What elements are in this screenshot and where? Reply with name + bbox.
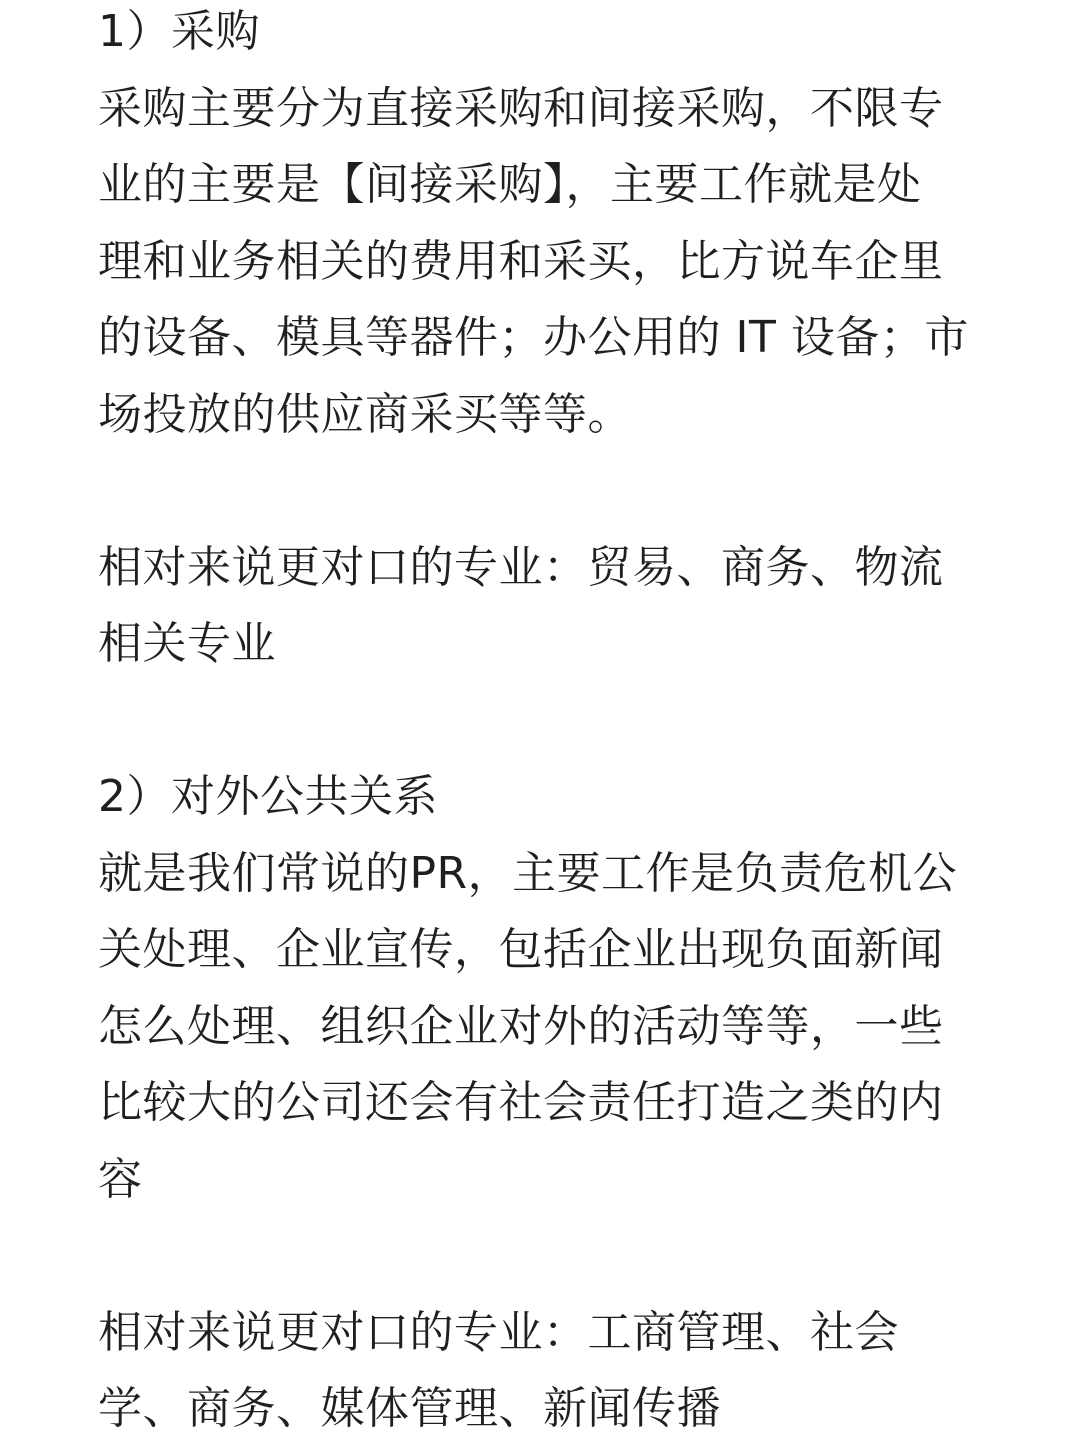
paragraph-line: 关处理、企业宣传，包括企业出现负面新闻 [98, 924, 944, 975]
spacer [98, 453, 998, 530]
majors-line: 相关专业 [98, 618, 276, 669]
procurement-paragraph [98, 71, 998, 454]
paragraph-line: 场投放的供应商采买等等。 [98, 388, 632, 440]
procurement-majors [98, 530, 998, 683]
paragraph-line: 怎么处理、组织企业对外的活动等等，一些 [98, 1000, 944, 1052]
public-relations-paragraph [98, 836, 998, 1219]
majors-line: 相对来说更对口的专业：工商管理、社会 [98, 1306, 899, 1358]
paragraph-line: 就是我们常说的PR，主要工作是负责危机公 [98, 847, 958, 899]
majors-line: 学、商务、媒体管理、新闻传播 [98, 1383, 721, 1434]
paragraph-line: 的设备、模具等器件；办公用的 IT 设备；市 [98, 312, 969, 363]
majors-line: 相对来说更对口的专业：贸易、商务、物流 [98, 541, 944, 593]
paragraph-line: 比较大的公司还会有社会责任打造之类的内 [98, 1077, 944, 1128]
section-heading-procurement: 1）采购 [98, 6, 260, 57]
public-relations-majors [98, 1295, 998, 1448]
section-heading-public-relations: 2）对外公共关系 [98, 771, 438, 822]
paragraph-line: 理和业务相关的费用和采买，比方说车企里 [98, 235, 944, 287]
spacer [98, 1218, 998, 1295]
article-body [98, 0, 998, 1448]
paragraph-line: 容 [98, 1153, 143, 1205]
paragraph-line: 采购主要分为直接采购和间接采购，不限专 [98, 82, 944, 134]
spacer [98, 683, 998, 760]
paragraph-line: 业的主要是【间接采购】，主要工作就是处 [98, 159, 922, 210]
